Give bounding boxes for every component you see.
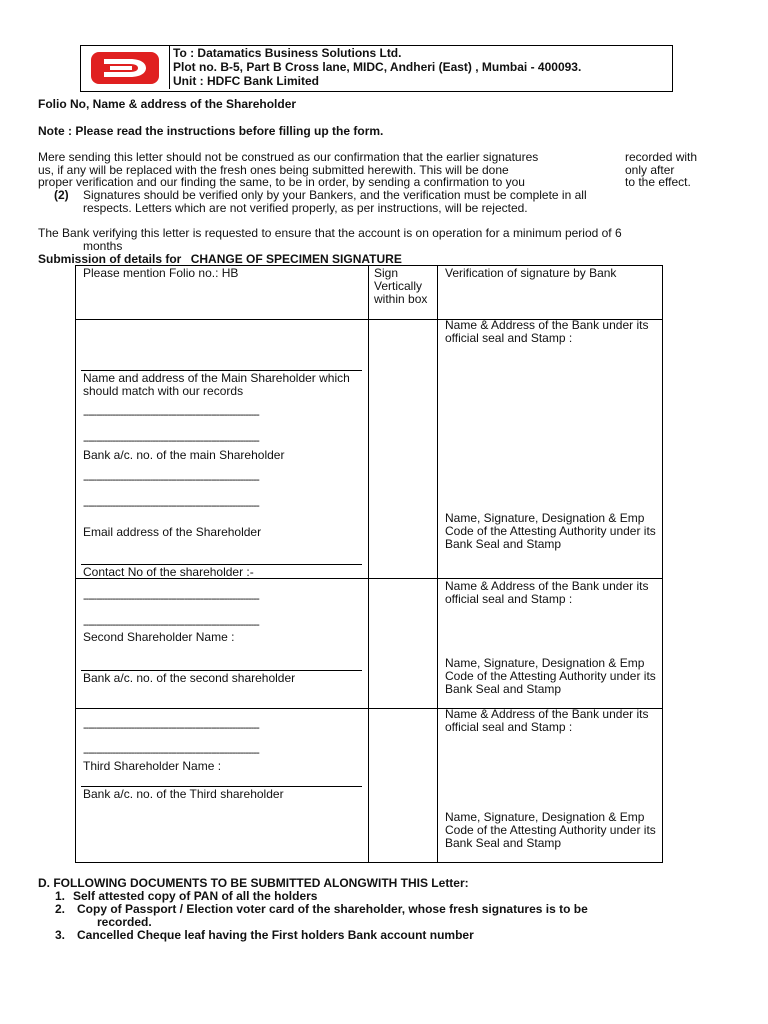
- para-line: months: [83, 238, 123, 253]
- doc-item-3-number: 3.: [55, 928, 66, 942]
- bank-paragraph: [38, 227, 622, 252]
- submission-label: Submission of details for: [38, 252, 182, 266]
- main-shareholder-label: Name and address of the Main Shareholder which should match with our records: [83, 371, 350, 398]
- para-line: us, if any will be replaced with the fresh ones being submitted herewith. This will be done: [38, 162, 509, 177]
- third-shareholder-label: Third Shareholder Name :: [83, 759, 222, 773]
- main-bank-ac-label: Bank a/c. no. of the main Shareholder: [83, 448, 285, 462]
- contact-label: Contact No of the shareholder :-: [83, 565, 254, 579]
- address-line: Unit : HDFC Bank Limited: [173, 74, 319, 88]
- para-line: proper verification and our finding the same, to be in order, by sending a confirmation to you: [38, 175, 525, 189]
- dashed-line: ------------------------------------------------------------------: [83, 747, 259, 759]
- documents-heading: D. FOLLOWING DOCUMENTS TO BE SUBMITTED ALONGWITH THIS Letter:: [38, 876, 469, 890]
- logo-mark-icon: [90, 50, 160, 86]
- dashed-line: ------------------------------------------------------------------: [83, 500, 259, 512]
- paragraph-1: [38, 151, 538, 189]
- address-line: To : Datamatics Business Solutions Ltd.: [173, 46, 402, 60]
- header-box: [80, 45, 673, 92]
- email-label: Email address of the Shareholder: [83, 525, 262, 539]
- dashed-line: ------------------------------------------------------------------: [83, 474, 259, 486]
- doc-item-1-number: 1.: [55, 889, 66, 903]
- point-2-number: (2): [54, 188, 69, 202]
- dashed-line: ------------------------------------------------------------------: [83, 619, 259, 631]
- doc-item-line: Copy of Passport / Election voter card of the shareholder, whose fresh signatures is to be: [77, 902, 588, 916]
- para-line: recorded with: [625, 150, 698, 164]
- folio-input-label: Please mention Folio no.: HB: [83, 266, 239, 280]
- dashed-line: ------------------------------------------------------------------: [83, 722, 259, 734]
- dashed-line: ------------------------------------------------------------------: [83, 409, 259, 421]
- folio-heading: Folio No, Name & address of the Shareholder: [38, 97, 297, 111]
- address-line: Plot no. B-5, Part B Cross lane, MIDC, Andheri (East) , Mumbai - 400093.: [173, 60, 582, 74]
- para-line: to the effect.: [625, 175, 691, 189]
- para-line: The Bank verifying this letter is requested to ensure that the account is on operation for a minimum period of 6: [38, 226, 622, 240]
- paragraph-1-right: [625, 151, 697, 189]
- second-bank-ac-label: Bank a/c. no. of the second shareholder: [83, 671, 296, 685]
- attesting-authority-label: Name, Signature, Designation & Emp Code of the Attesting Authority under its Bank Seal and Stamp: [445, 656, 656, 696]
- company-logo: [81, 46, 170, 89]
- signature-table: [75, 265, 663, 863]
- note-text: Note : Please read the instructions before filling up the form.: [38, 124, 384, 138]
- doc-item-2-number: 2.: [55, 902, 66, 916]
- second-shareholder-label: Second Shareholder Name :: [83, 630, 235, 644]
- doc-item-2: [77, 903, 588, 929]
- para-line: only after: [625, 162, 675, 177]
- sign-header: Sign Vertically within box: [374, 266, 428, 306]
- para-line: Mere sending this letter should not be construed as our confirmation that the earlier signatures: [38, 150, 539, 164]
- dashed-line: ------------------------------------------------------------------: [83, 435, 259, 447]
- doc-item-3: Cancelled Cheque leaf having the First holders Bank account number: [77, 928, 474, 942]
- para-line: respects. Letters which are not verified properly, as per instructions, will be rejected.: [83, 200, 528, 215]
- bank-seal-label: Name & Address of the Bank under its official seal and Stamp :: [445, 318, 649, 345]
- attesting-authority-label: Name, Signature, Designation & Emp Code of the Attesting Authority under its Bank Seal and Stamp: [445, 511, 656, 551]
- para-line: Signatures should be verified only by your Bankers, and the verification must be complete in all: [83, 188, 587, 202]
- point-2-text: [83, 189, 587, 214]
- verification-header: Verification of signature by Bank: [445, 266, 617, 280]
- column-divider: [368, 266, 369, 862]
- third-bank-ac-label: Bank a/c. no. of the Third shareholder: [83, 787, 284, 801]
- doc-item-1: Self attested copy of PAN of all the holders: [73, 889, 318, 903]
- dashed-line: ------------------------------------------------------------------: [83, 593, 259, 605]
- submission-subject: CHANGE OF SPECIMEN SIGNATURE: [190, 252, 402, 266]
- bank-seal-label: Name & Address of the Bank under its official seal and Stamp :: [445, 579, 649, 606]
- column-divider: [437, 266, 438, 862]
- address-block: [173, 46, 581, 88]
- doc-item-line: recorded.: [97, 915, 152, 929]
- attesting-authority-label: Name, Signature, Designation & Emp Code of the Attesting Authority under its Bank Seal and Stamp: [445, 810, 656, 850]
- bank-seal-label: Name & Address of the Bank under its official seal and Stamp :: [445, 707, 649, 734]
